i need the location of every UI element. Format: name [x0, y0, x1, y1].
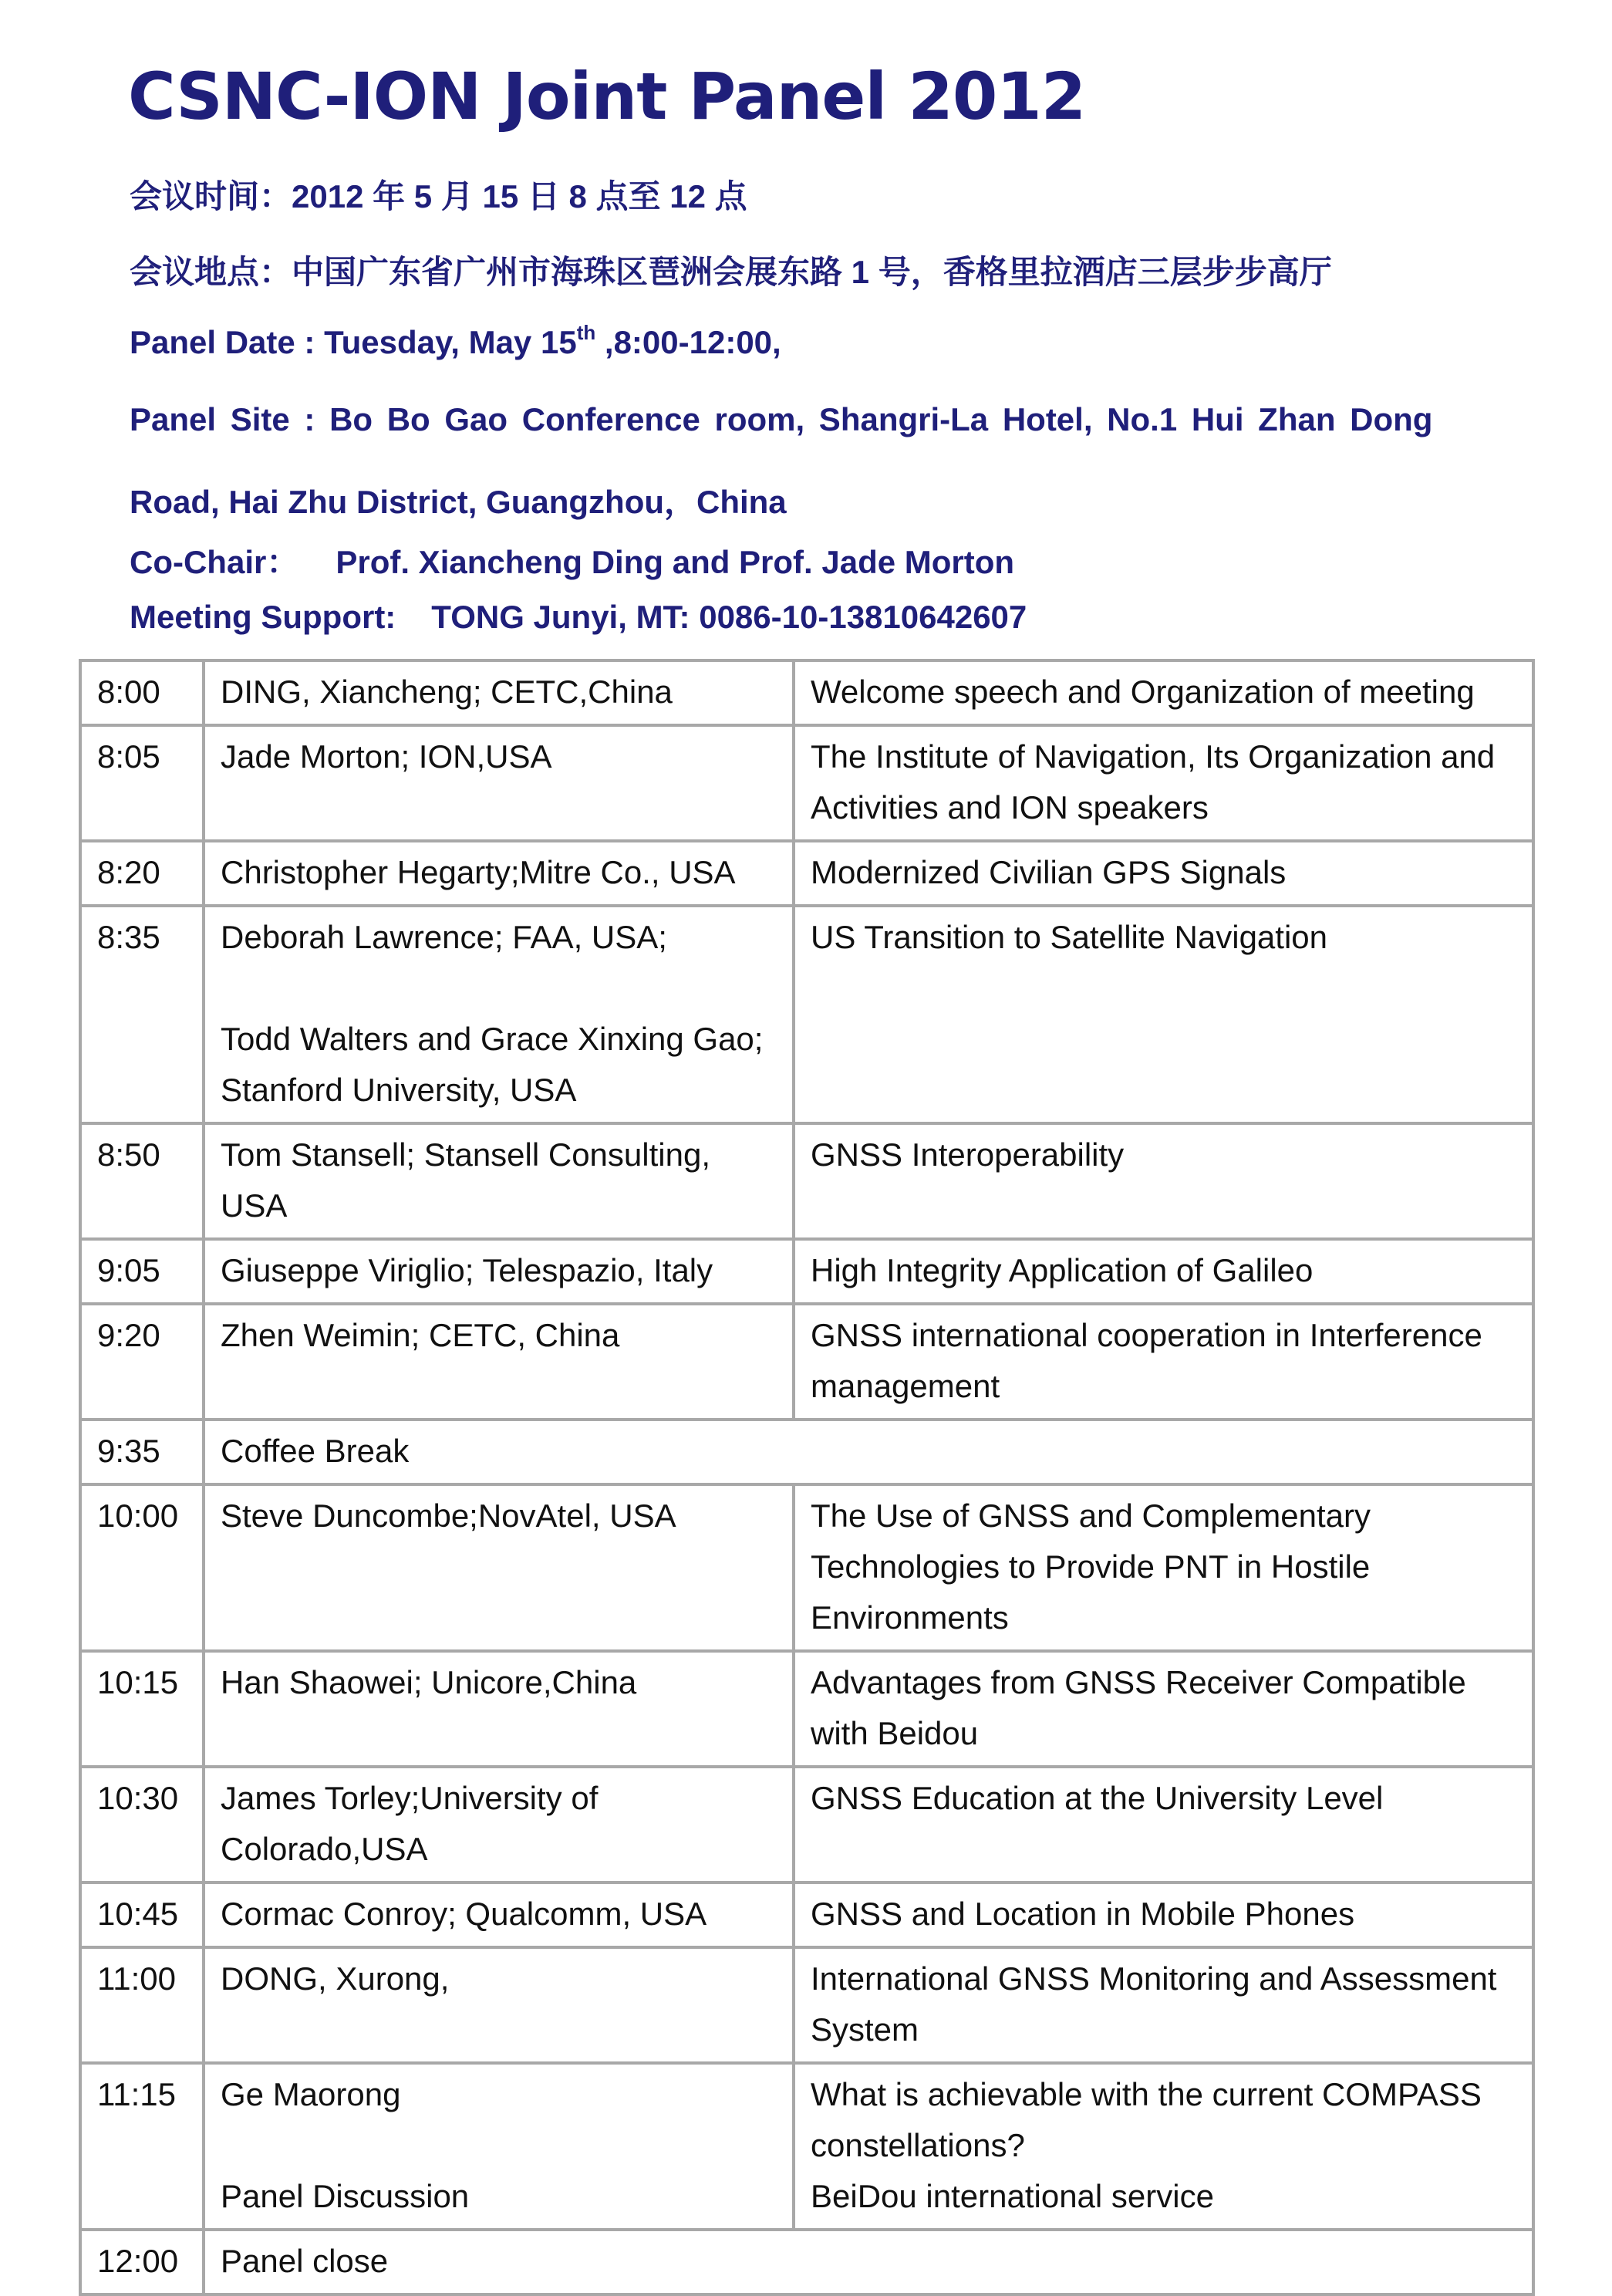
topic-cell: What is achievable with the current COMPASS constellations? BeiDou international service — [794, 2063, 1533, 2230]
panel-site-line2: Road, Hai Zhu District, Guangzhou，China — [130, 484, 787, 520]
topic-cell: The Use of GNSS and Complementary Technologies to Provide PNT in Hostile Environments — [794, 1484, 1533, 1651]
speaker-cell: Zhen Weimin; CETC, China — [204, 1304, 794, 1420]
table-row — [80, 906, 1533, 1123]
speaker-cell: Tom Stansell; Stansell Consulting, USA — [204, 1123, 794, 1239]
time-cell: 10:00 — [80, 1484, 204, 1651]
schedule-body — [80, 660, 1533, 2294]
co-chair — [130, 537, 1014, 583]
time-cell: 8:20 — [80, 841, 204, 906]
time-cell: 11:15 — [80, 2063, 204, 2230]
speaker-cell: Christopher Hegarty;Mitre Co., USA — [204, 841, 794, 906]
topic-cell: The Institute of Navigation, Its Organization and Activities and ION speakers — [794, 725, 1533, 841]
panel-date — [130, 321, 781, 361]
table-row — [80, 660, 1533, 725]
table-row — [80, 841, 1533, 906]
panel-date-time: ,8:00-12:00, — [595, 324, 781, 360]
speaker-cell: Han Shaowei; Unicore,China — [204, 1651, 794, 1767]
speaker-cell: Ge Maorong Panel Discussion — [204, 2063, 794, 2230]
time-cell: 8:05 — [80, 725, 204, 841]
table-row — [80, 1651, 1533, 1767]
panel-date-suffix: th — [576, 321, 596, 344]
document-title: CSNC-ION Joint Panel 2012 — [128, 59, 1086, 134]
speaker-cell: Steve Duncombe;NovAtel, USA — [204, 1484, 794, 1651]
speaker-cell: Giuseppe Viriglio; Telespazio, Italy — [204, 1239, 794, 1304]
topic-cell: Modernized Civilian GPS Signals — [794, 841, 1533, 906]
table-row — [80, 725, 1533, 841]
speaker-cell: DING, Xiancheng; CETC,China — [204, 660, 794, 725]
schedule-table — [79, 659, 1535, 2296]
topic-cell: Advantages from GNSS Receiver Compatible with Beidou — [794, 1651, 1533, 1767]
table-row — [80, 1304, 1533, 1420]
co-chair-label: Co-Chair： — [130, 544, 299, 580]
speaker-cell: Deborah Lawrence; FAA, USA; Todd Walters and Grace Xinxing Gao; Stanford University, USA — [204, 906, 794, 1123]
time-cell: 9:35 — [80, 1420, 204, 1484]
topic-cell: GNSS and Location in Mobile Phones — [794, 1882, 1533, 1947]
meeting-support-value: TONG Junyi, MT: 0086-10-13810642607 — [431, 599, 1027, 635]
event-cell: Coffee Break — [204, 1420, 1533, 1484]
topic-cell: Welcome speech and Organization of meeting — [794, 660, 1533, 725]
meeting-support — [130, 599, 1027, 636]
time-cell: 10:30 — [80, 1767, 204, 1882]
speaker-cell: Jade Morton; ION,USA — [204, 725, 794, 841]
topic-cell: GNSS Interoperability — [794, 1123, 1533, 1239]
time-cell: 11:00 — [80, 1947, 204, 2063]
table-row — [80, 1420, 1533, 1484]
table-row — [80, 1882, 1533, 1947]
topic-cell: High Integrity Application of Galileo — [794, 1239, 1533, 1304]
panel-site-line1: Panel Site : Bo Bo Gao Conference room, Shangri-La Hotel, No.1 Hui Zhan Dong — [130, 401, 1433, 437]
time-cell: 10:15 — [80, 1651, 204, 1767]
event-cell: Panel close — [204, 2230, 1533, 2294]
table-row — [80, 1767, 1533, 1882]
table-row — [80, 1123, 1533, 1239]
time-cell: 8:00 — [80, 660, 204, 725]
speaker-cell: James Torley;University of Colorado,USA — [204, 1767, 794, 1882]
meeting-support-label: Meeting Support: — [130, 599, 396, 635]
table-row — [80, 2063, 1533, 2230]
table-row — [80, 2230, 1533, 2294]
panel-date-label: Panel Date : Tuesday, May 15 — [130, 324, 577, 360]
time-cell: 9:20 — [80, 1304, 204, 1420]
topic-cell: GNSS international cooperation in Interference management — [794, 1304, 1533, 1420]
time-cell: 8:35 — [80, 906, 204, 1123]
topic-cell: GNSS Education at the University Level — [794, 1767, 1533, 1882]
topic-cell: US Transition to Satellite Navigation — [794, 906, 1533, 1123]
table-row — [80, 1239, 1533, 1304]
table-row — [80, 1947, 1533, 2063]
speaker-cell: DONG, Xurong, — [204, 1947, 794, 2063]
speaker-cell: Cormac Conroy; Qualcomm, USA — [204, 1882, 794, 1947]
meeting-time-cn: 会议时间：2012 年 5 月 15 日 8 点至 12 点 — [130, 178, 747, 214]
time-cell: 10:45 — [80, 1882, 204, 1947]
meeting-place-cn: 会议地点：中国广东省广州市海珠区琶洲会展东路 1 号，香格里拉酒店三层步步高厅 — [130, 254, 1332, 290]
time-cell: 12:00 — [80, 2230, 204, 2294]
time-cell: 8:50 — [80, 1123, 204, 1239]
topic-cell: International GNSS Monitoring and Assessment System — [794, 1947, 1533, 2063]
time-cell: 9:05 — [80, 1239, 204, 1304]
table-row — [80, 1484, 1533, 1651]
co-chair-value: Prof. Xiancheng Ding and Prof. Jade Morton — [336, 544, 1015, 580]
